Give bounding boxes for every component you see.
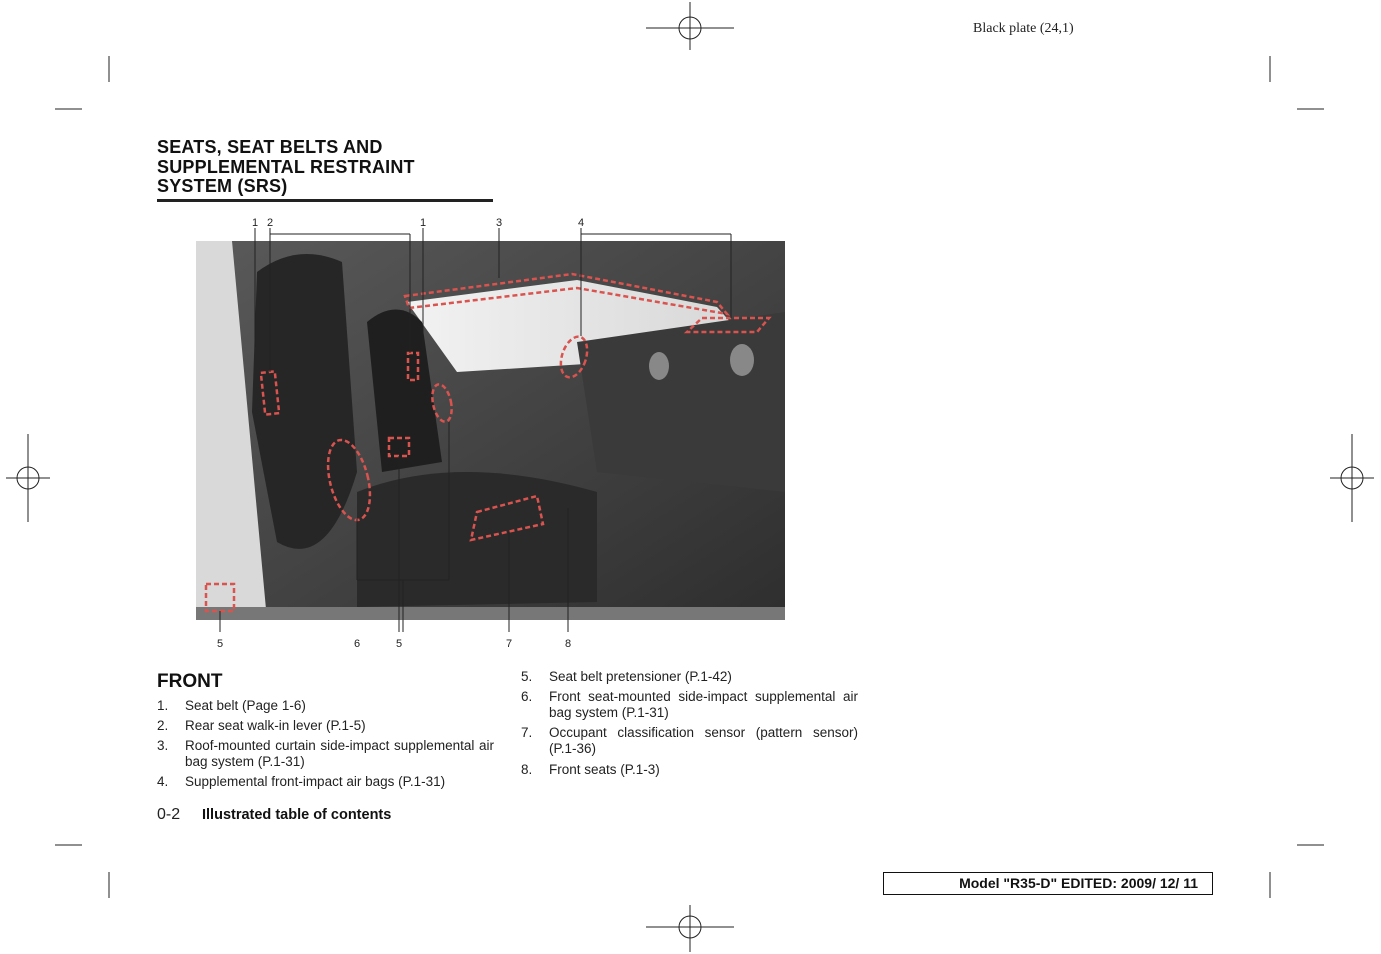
front-list-right [521,669,858,784]
callout-label: 5 [395,638,403,650]
front-list-left [157,698,494,798]
footer-section-label: Illustrated table of contents [202,807,392,823]
vent-icon [730,344,754,376]
callout-label: 3 [495,217,503,229]
model-edited-text: Model "R35-D" EDITED: 2009/ 12/ 11 [959,875,1198,891]
list-item-text: Front seats (P.1-3) [549,762,660,777]
section-title [157,138,497,197]
vent-icon [649,352,669,380]
list-item-text: Roof-mounted curtain side-impact supplemental air bag system (P.1-31) [185,738,494,769]
callout-label: 8 [564,638,572,650]
list-item-number: 7. [521,725,533,740]
plate-label: Black plate (24,1) [973,21,1074,36]
floor [196,607,785,620]
section-title-line: SYSTEM (SRS) [157,176,288,196]
callout-label: 7 [505,638,513,650]
section-title-line: SUPPLEMENTAL RESTRAINT [157,156,415,177]
list-item-number: 1. [157,698,169,713]
model-edited-box [883,872,1213,895]
callout-label: 2 [266,217,274,229]
callout-label: 4 [577,217,585,229]
title-underline [157,199,493,202]
front-heading: FRONT [157,671,223,692]
seat-cushion [357,472,597,607]
dashboard [577,312,785,492]
callout-label: 5 [216,638,224,650]
car-interior-illustration [157,212,857,657]
list-item-text: Seat belt pretensioner (P.1-42) [549,669,732,684]
list-item-number: 2. [157,718,169,733]
page-number: 0-2 [157,806,181,823]
list-item-number: 3. [157,738,169,753]
list-item-number: 6. [521,689,533,704]
list-item-number: 5. [521,669,533,684]
callout-label: 1 [419,217,427,229]
section-title-line: SEATS, SEAT BELTS AND [157,137,383,157]
callout-label: 1 [251,217,259,229]
list-item-text: Front seat-mounted side-impact supplemental air bag system (P.1-31) [549,689,858,720]
list-item-number: 8. [521,762,533,777]
callout-label: 6 [353,638,361,650]
list-item-text: Occupant classification sensor (pattern sensor) (P.1-36) [549,725,858,756]
list-item-text: Seat belt (Page 1-6) [185,698,306,713]
list-item-text: Supplemental front-impact air bags (P.1-31) [185,774,446,789]
list-item-text: Rear seat walk-in lever (P.1-5) [185,718,366,733]
list-item-number: 4. [157,774,169,789]
